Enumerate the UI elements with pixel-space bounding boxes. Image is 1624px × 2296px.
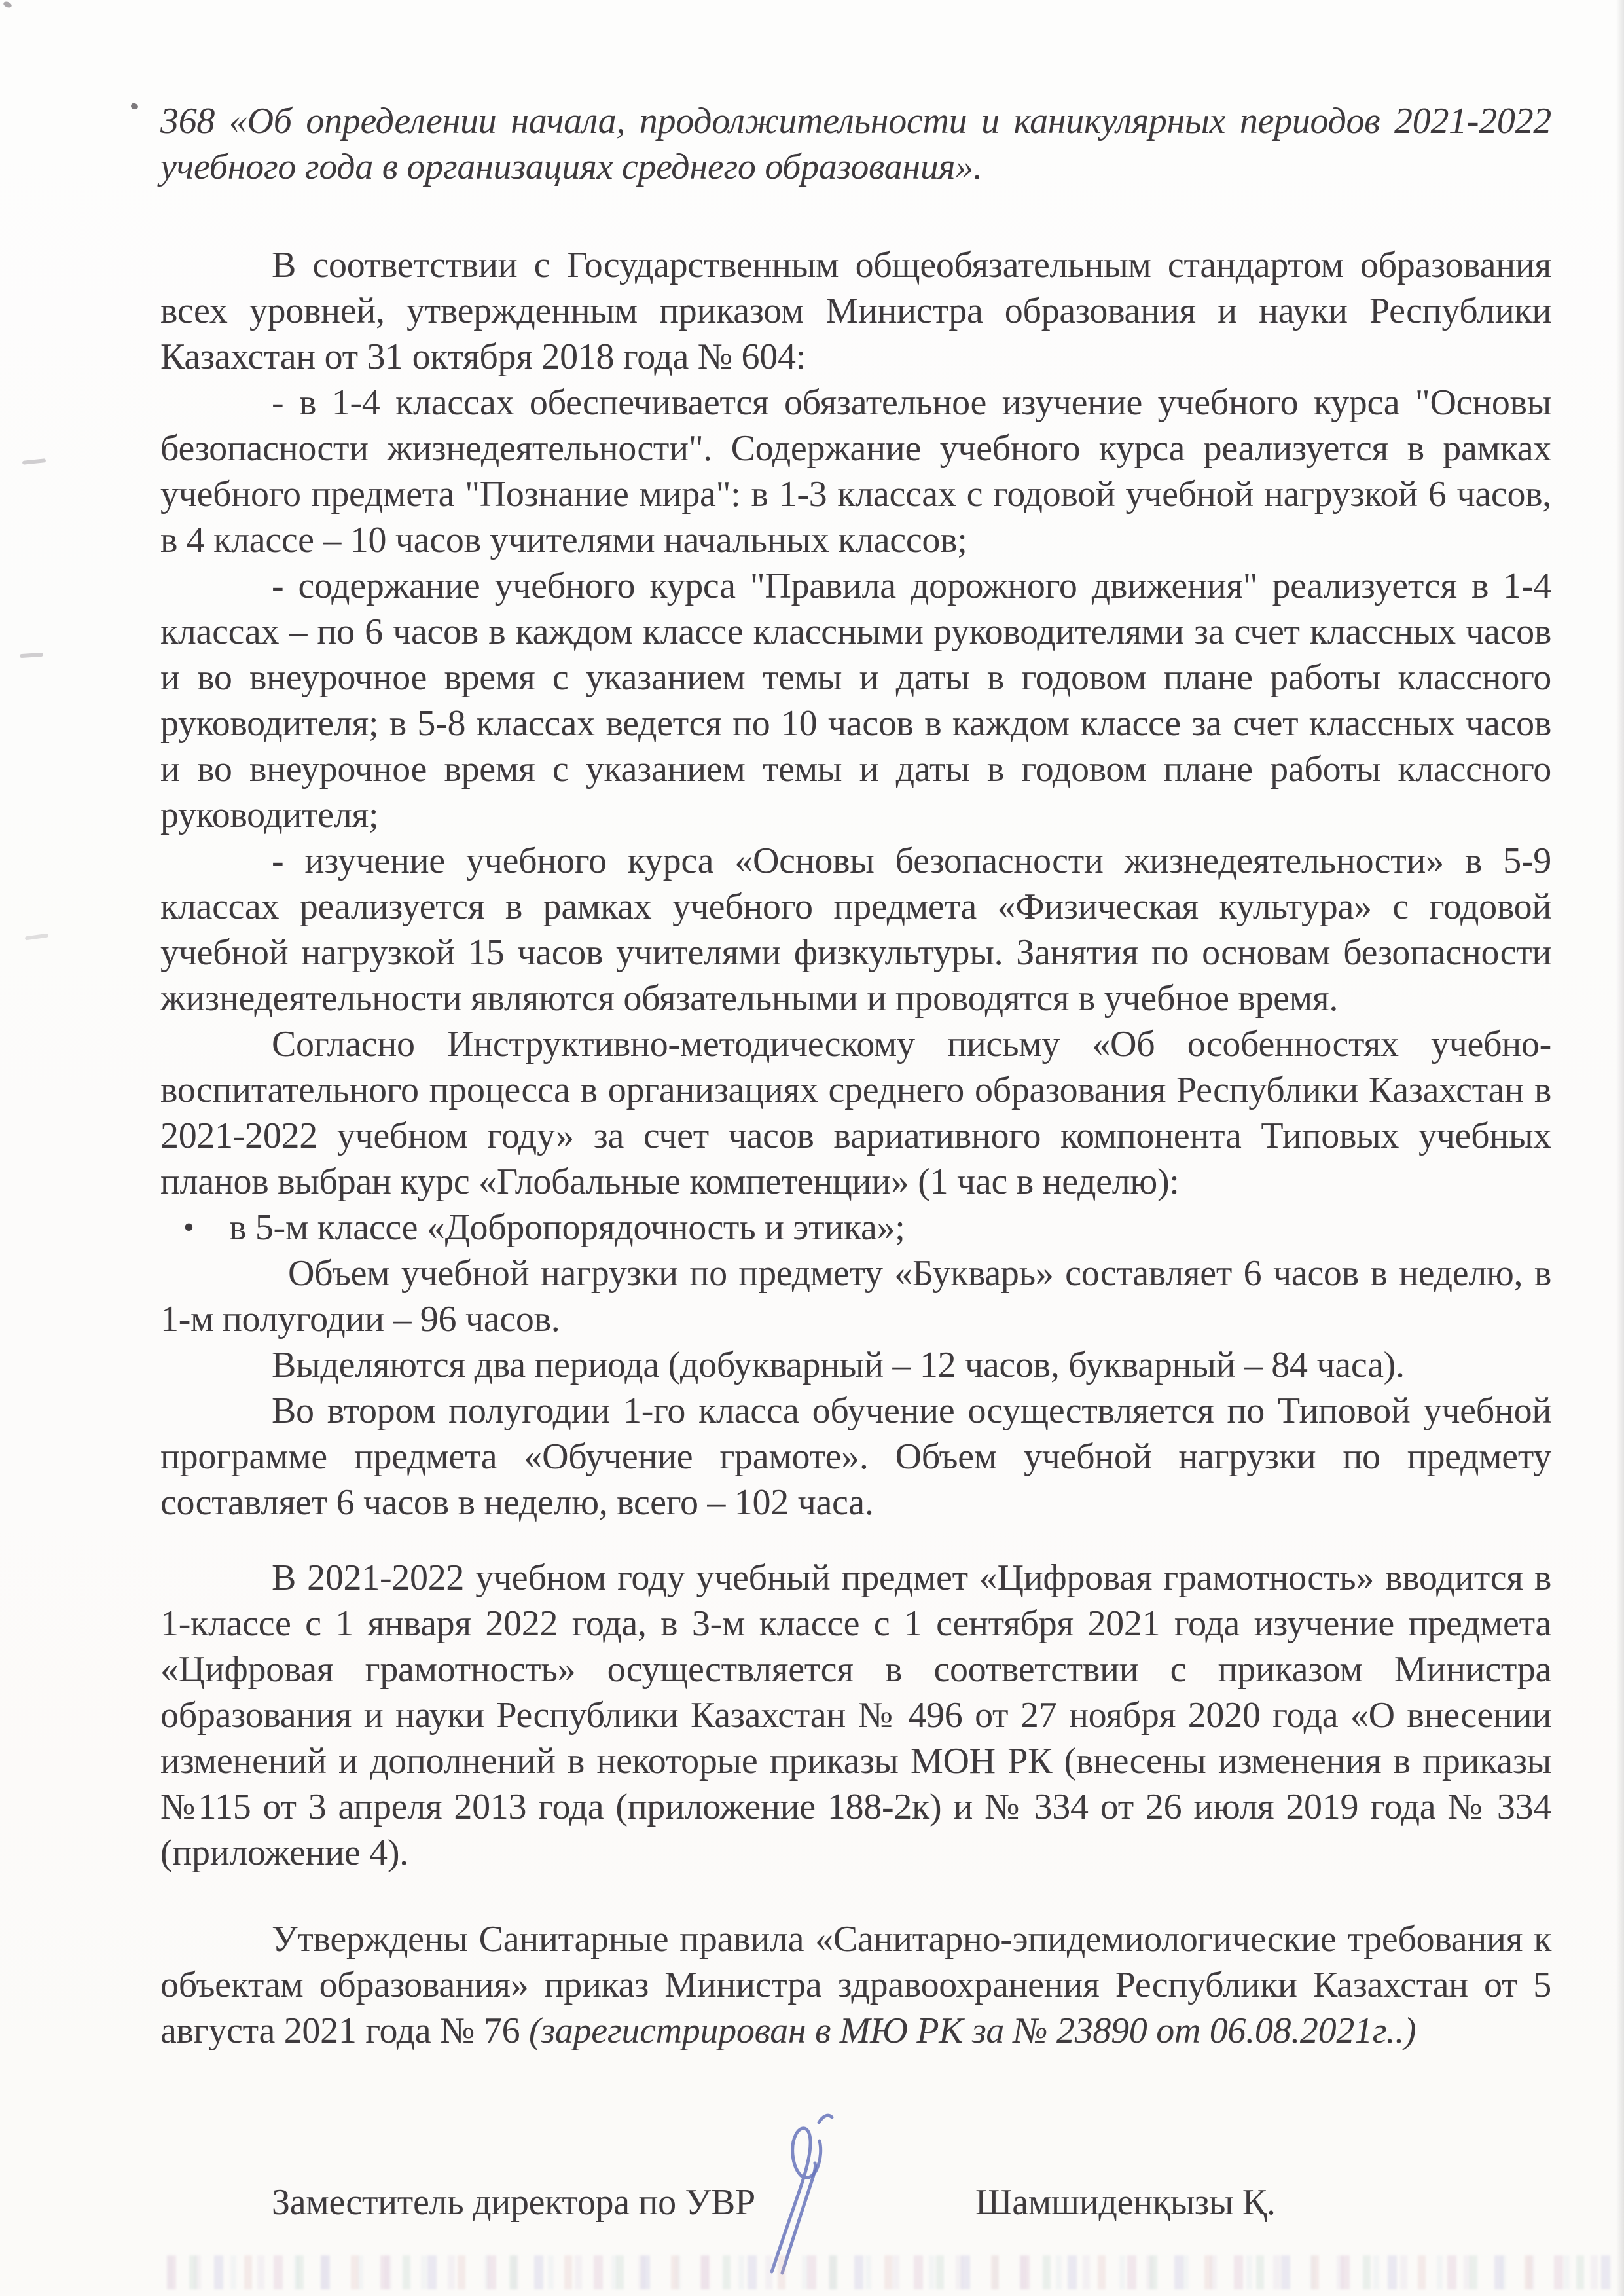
paragraph-obzh-grades-5-9: - изучение учебного курса «Основы безопасности жизнедеятельности» в 5-9 классах реализуется в рамках учебного предмета «Физическая культура» с годовой учебной нагрузкой 15 часов учителями физкультуры. Занятия по основам безопасности жизнедеятельности являются обязательными и проводятся в учебное время. — [160, 841, 1551, 1019]
scan-corner-speck — [3, 1, 12, 9]
bullet-item-grade-5-ethics — [160, 1205, 1551, 1250]
paragraph-order-368-continuation: 368 «Об определении начала, продолжительности и каникулярных периодов 2021-2022 учебного года в организациях среднего образования». — [160, 101, 1551, 187]
margin-mark — [20, 653, 43, 658]
ink-speck — [130, 103, 139, 111]
sanitary-rules-text: Утверждены Санитарные правила «Санитарно-эпидемиологические требования к объектам образования» приказ Министра здравоохранения Республики Казахстан от 5 августа 2021 года № 76 — [160, 1919, 1551, 2051]
scan-edge-shadow — [1616, 0, 1624, 2296]
paragraph-bukvar-workload: Объем учебной нагрузки по предмету «Букварь» составляет 6 часов в неделю, в 1-м полугодии – 96 часов. — [160, 1253, 1551, 1339]
bullet-item-text: в 5-м классе «Добропорядочность и этика»; — [229, 1207, 905, 1248]
margin-mark — [22, 458, 46, 465]
signature-person-name: Шамшиденқызы Қ. — [975, 2182, 1276, 2223]
handwritten-signature-ink — [736, 2108, 867, 2278]
margin-mark — [25, 934, 48, 941]
paragraph-two-periods: Выделяются два периода (добукварный – 12 часов, букварный – 84 часа). — [272, 1345, 1405, 1385]
registration-note: (зарегистрирован в МЮ РК за № 23890 от 06.08.2021г..) — [528, 2011, 1416, 2051]
bullet-icon: • — [183, 1210, 194, 1245]
paragraph-digital-literacy: В 2021-2022 учебном году учебный предмет «Цифровая грамотность» вводится в 1-классе с 1 января 2022 года, в 3-м классе с 1 сентября 2021 года изучение предмета «Цифровая грамотность» осуществляется в соответствии с приказом Министра образования и науки Республики Казахстан № 496 от 27 ноября 2020 года «О внесении изменений и дополнений в некоторые приказы МОН РК (внесены изменения в приказы №115 от 3 апреля 2013 года (приложение 188-2к) и № 334 от 26 июля 2019 года № 334 (приложение 4). — [160, 1558, 1551, 1873]
bottom-scan-noise-strip — [167, 2255, 1614, 2289]
paragraph-obzh-grades-1-4: - в 1-4 классах обеспечивается обязательное изучение учебного курса "Основы безопасности жизнедеятельности". Содержание учебного курса реализуется в рамках учебного предмета "Познание мира": в 1-3 классах с годовой учебной нагрузкой 6 часов, в 4 классе – 10 часов учителями начальных классов; — [160, 382, 1551, 560]
document-body — [160, 98, 1551, 2054]
paragraph-traffic-rules-course: - содержание учебного курса "Правила дорожного движения" реализуется в 1-4 классах – по 6 часов в каждом классе классными руководителями за счет классных часов и во внеурочное время с указанием темы и даты в годовом плане работы классного руководителя; в 5-8 классах ведется по 10 часов в каждом классе за счет классных часов и во внеурочное время с указанием темы и даты в годовом плане работы классного руководителя; — [160, 566, 1551, 835]
signature-position-label: Заместитель директора по УВР — [272, 2182, 755, 2223]
paragraph-sanitary-rules — [160, 1916, 1551, 2054]
paragraph-state-standard: В соответствии с Государственным общеобязательным стандартом образования всех уровней, утвержденным приказом Министра образования и науки Республики Казахстан от 31 октября 2018 года № 604: — [160, 245, 1551, 377]
paragraph-obuchenie-gramote: Во втором полугодии 1-го класса обучение осуществляется по Типовой учебной программе предмета «Обучение грамоте». Объем учебной нагрузки по предмету составляет 6 часов в неделю, всего – 102 часа. — [160, 1391, 1551, 1523]
paragraph-instructive-letter: Согласно Инструктивно-методическому письму «Об особенностях учебно-воспитательного процесса в организациях среднего образования Республики Казахстан в 2021-2022 учебном году» за счет часов вариативного компонента Типовых учебных планов выбран курс «Глобальные компетенции» (1 час в неделю): — [160, 1024, 1551, 1202]
